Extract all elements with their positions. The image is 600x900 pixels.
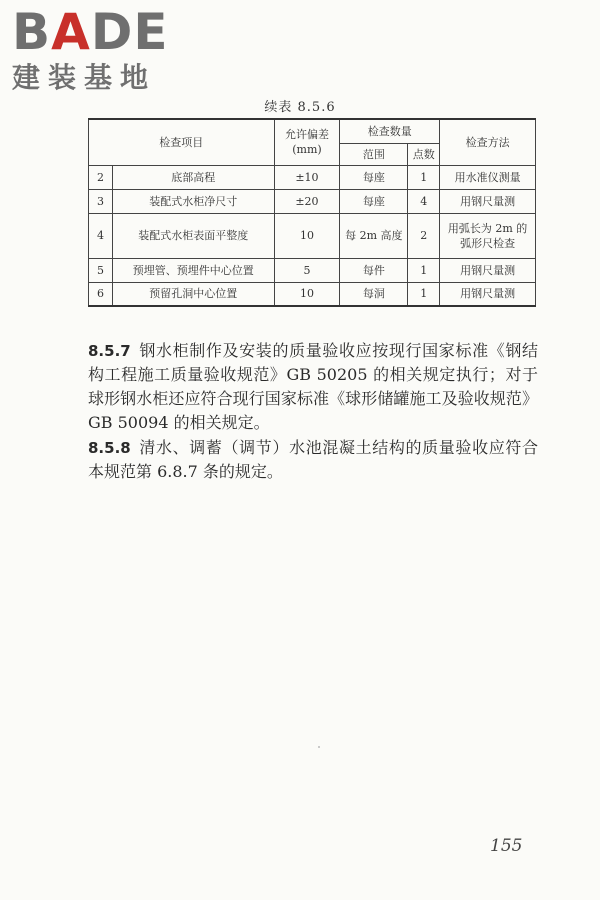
header-method: 检查方法 bbox=[440, 119, 536, 165]
row-number: 3 bbox=[89, 189, 113, 213]
row-tolerance: 5 bbox=[274, 258, 340, 282]
row-scope: 每洞 bbox=[340, 282, 408, 306]
clause-text: 清水、调蓄（调节）水池混凝土结构的质量验收应符合本规范第 6.8.7 条的规定。 bbox=[88, 438, 538, 481]
row-points: 4 bbox=[408, 189, 440, 213]
row-tolerance: 10 bbox=[274, 282, 340, 306]
table-row bbox=[89, 282, 536, 306]
row-method: 用弧长为 2m 的 弧形尺检查 bbox=[440, 213, 536, 258]
row-points: 1 bbox=[408, 165, 440, 189]
clause-number: 8.5.7 bbox=[88, 342, 131, 360]
header-scope: 范围 bbox=[340, 143, 408, 165]
row-points: 1 bbox=[408, 258, 440, 282]
row-method: 用钢尺量测 bbox=[440, 258, 536, 282]
row-item: 装配式水柜表面平整度 bbox=[112, 213, 274, 258]
brand-logo bbox=[12, 2, 182, 102]
row-points: 2 bbox=[408, 213, 440, 258]
row-tolerance: 10 bbox=[274, 213, 340, 258]
row-item: 底部高程 bbox=[112, 165, 274, 189]
table-row bbox=[89, 189, 536, 213]
row-number: 5 bbox=[89, 258, 113, 282]
table-caption: 续表 8.5.6 bbox=[264, 100, 336, 115]
row-method: 用钢尺量测 bbox=[440, 282, 536, 306]
row-scope: 每件 bbox=[340, 258, 408, 282]
row-scope: 每 2m 高度 bbox=[340, 213, 408, 258]
row-item: 装配式水柜净尺寸 bbox=[112, 189, 274, 213]
header-tolerance: 允许偏差 (mm) bbox=[274, 119, 340, 165]
clause-number: 8.5.8 bbox=[88, 439, 131, 457]
inspection-table bbox=[88, 118, 536, 307]
row-number: 2 bbox=[89, 165, 113, 189]
row-scope: 每座 bbox=[340, 165, 408, 189]
clause-8-5-8 bbox=[88, 436, 538, 484]
row-method: 用水准仪测量 bbox=[440, 165, 536, 189]
table-row bbox=[89, 165, 536, 189]
row-scope: 每座 bbox=[340, 189, 408, 213]
header-item: 检查项目 bbox=[89, 119, 275, 165]
row-number: 6 bbox=[89, 282, 113, 306]
logo-wordmark: BADE bbox=[12, 3, 169, 61]
row-number: 4 bbox=[89, 213, 113, 258]
page-number: 155 bbox=[490, 836, 523, 856]
table-header-row bbox=[89, 119, 536, 143]
header-quantity: 检查数量 bbox=[340, 119, 440, 143]
table-row bbox=[89, 213, 536, 258]
table-row bbox=[89, 258, 536, 282]
row-item: 预埋管、预埋件中心位置 bbox=[112, 258, 274, 282]
row-item: 预留孔洞中心位置 bbox=[112, 282, 274, 306]
scan-speck bbox=[318, 746, 320, 748]
logo-chinese-name: 建装基地 bbox=[12, 61, 157, 94]
row-tolerance: ±20 bbox=[274, 189, 340, 213]
row-points: 1 bbox=[408, 282, 440, 306]
row-method: 用钢尺量测 bbox=[440, 189, 536, 213]
header-points: 点数 bbox=[408, 143, 440, 165]
clause-8-5-7 bbox=[88, 339, 538, 435]
clause-text: 钢水柜制作及安装的质量验收应按现行国家标准《钢结构工程施工质量验收规范》GB 50205 的相关规定执行；对于球形钢水柜还应符合现行国家标准《球形储罐施工及验收规范》GB 50094 的相关规定。 bbox=[88, 341, 538, 432]
row-tolerance: ±10 bbox=[274, 165, 340, 189]
